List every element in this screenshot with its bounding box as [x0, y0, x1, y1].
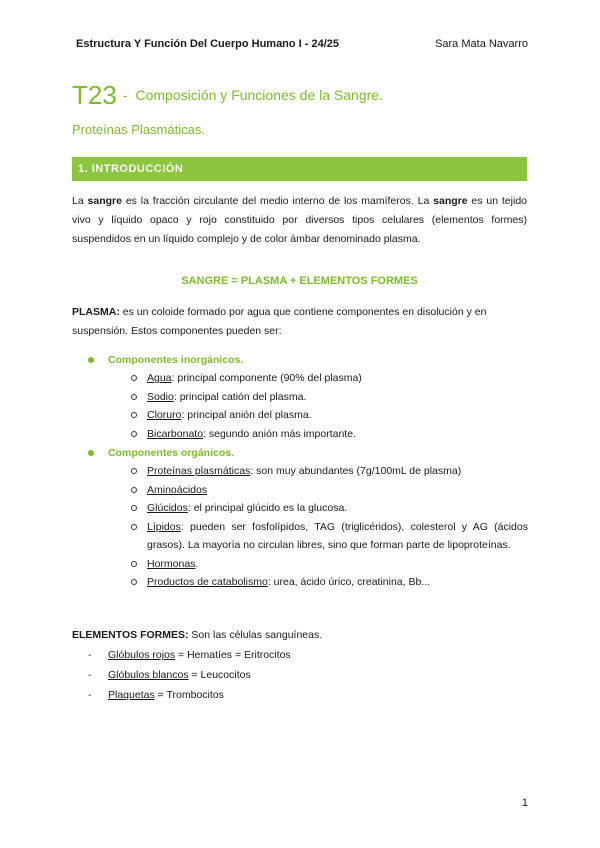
bullet-circle-icon [131, 468, 137, 474]
bullet-circle-icon [131, 579, 137, 585]
list-item [88, 369, 528, 388]
inorganic-list [88, 350, 528, 443]
list-item [88, 555, 528, 574]
section-heading: 1. INTRODUCCIÓN [72, 157, 527, 181]
group-label: Componentes orgánicos. [108, 446, 235, 459]
bullet-circle-icon [131, 561, 137, 567]
item-desc: : principal anión del plasma. [181, 409, 312, 421]
topic-number: T23 [72, 80, 117, 110]
list-item [88, 499, 528, 518]
item-term: Cloruro [147, 409, 182, 421]
item-term: Plaquetas [108, 689, 155, 701]
item-desc: : segundo anión más importante. [203, 427, 356, 440]
intro-bold: sangre [87, 195, 122, 207]
bullet-circle-icon [131, 412, 137, 418]
intro-text: es un tejido vivo y líquido opaco y rojo constituido por diversos tipos celulares (elementos formes) suspendidos en un líquido complejo y de color ámbar denominado plasma. [72, 195, 527, 245]
plasma-paragraph [72, 303, 527, 341]
title-dash: - [122, 87, 128, 103]
page-number: 1 [521, 797, 528, 809]
list-item [88, 645, 291, 665]
list-item [88, 481, 528, 500]
item-term: Bicarbonato [147, 427, 204, 440]
item-term: Proteínas plasmáticas [147, 465, 251, 477]
elementos-paragraph [72, 629, 527, 641]
item-term: Glúcidos [147, 502, 188, 514]
item-term: Glóbulos blancos [108, 669, 189, 681]
item-term: Agua [147, 372, 172, 384]
item-term: Productos de catabolismo [147, 576, 268, 588]
list-group-header [88, 443, 528, 462]
list-item [88, 518, 528, 555]
item-desc: : principal catión del plasma. [173, 390, 307, 403]
formes-list [88, 645, 291, 705]
elementos-text: Son las células sanguíneas. [188, 629, 323, 641]
elementos-label: ELEMENTOS FORMES: [72, 629, 189, 641]
organic-list [88, 443, 528, 592]
list-item [88, 685, 291, 705]
page-subtitle: Proteínas Plasmáticas. [72, 122, 205, 137]
dash-bullet: - [88, 689, 92, 701]
intro-text: La [72, 195, 88, 207]
list-group-header [88, 350, 528, 369]
item-term: Lípidos [147, 520, 181, 533]
item-desc: : el principal glúcido es la glucosa. [187, 502, 348, 514]
item-desc: = Hematíes = Eritrocitos [175, 649, 291, 661]
bullet-dot-icon [88, 450, 94, 456]
header-author: Sara Mata Navarro [435, 38, 528, 50]
item-term: Hormonas [147, 557, 196, 570]
bullet-dot-icon [88, 357, 94, 363]
dash-bullet: - [88, 649, 92, 661]
item-desc: = Leucocitos [188, 669, 251, 681]
blood-formula: SANGRE = PLASMA + ELEMENTOS FORMES [181, 275, 418, 287]
item-desc: : pueden ser fosfolípidos, TAG (triglicéridos), colesterol y AG (ácidos grasos). La mayoría no circulan libres, sino que forman parte de lipoproteínas. [147, 520, 528, 551]
list-item [88, 573, 528, 592]
header-course: Estructura Y Función Del Cuerpo Humano I - 24/25 [76, 38, 340, 50]
item-desc: : son muy abundantes (7g/100mL de plasma) [250, 465, 462, 477]
bullet-circle-icon [131, 394, 137, 400]
title-text: Composición y Funciones de la Sangre. [135, 87, 383, 103]
bullet-circle-icon [131, 487, 137, 493]
list-item [88, 665, 291, 685]
plasma-text: es un coloide formado por agua que contiene componentes en disolución y en suspensión. Estos componentes pueden ser: [72, 306, 487, 337]
item-desc: . [195, 557, 199, 570]
bullet-circle-icon [131, 375, 137, 381]
intro-paragraph [72, 192, 527, 249]
page-header [76, 38, 528, 50]
plasma-label: PLASMA: [72, 306, 120, 318]
list-item [88, 462, 528, 481]
item-term: Glóbulos rojos [108, 649, 176, 661]
page-title [72, 80, 383, 111]
list-item [88, 388, 528, 407]
item-desc: : principal componente (90% del plasma) [171, 372, 362, 384]
list-item [88, 425, 528, 444]
intro-bold: sangre [433, 195, 468, 207]
bullet-circle-icon [131, 505, 137, 511]
bullet-circle-icon [131, 431, 137, 437]
bullet-circle-icon [131, 524, 137, 530]
item-term: Sodio [147, 390, 174, 403]
intro-text: es la fracción circulante del medio interno de los mamíferos. La [121, 195, 434, 207]
list-item [88, 406, 528, 425]
dash-bullet: - [88, 669, 92, 681]
item-term: Aminoácidos [147, 483, 208, 496]
item-desc: = Trombocitos [154, 689, 224, 701]
item-desc: : urea, ácido úrico, creatinina, Bb... [267, 576, 431, 588]
group-label: Componentes inorgánicos. [108, 353, 244, 366]
